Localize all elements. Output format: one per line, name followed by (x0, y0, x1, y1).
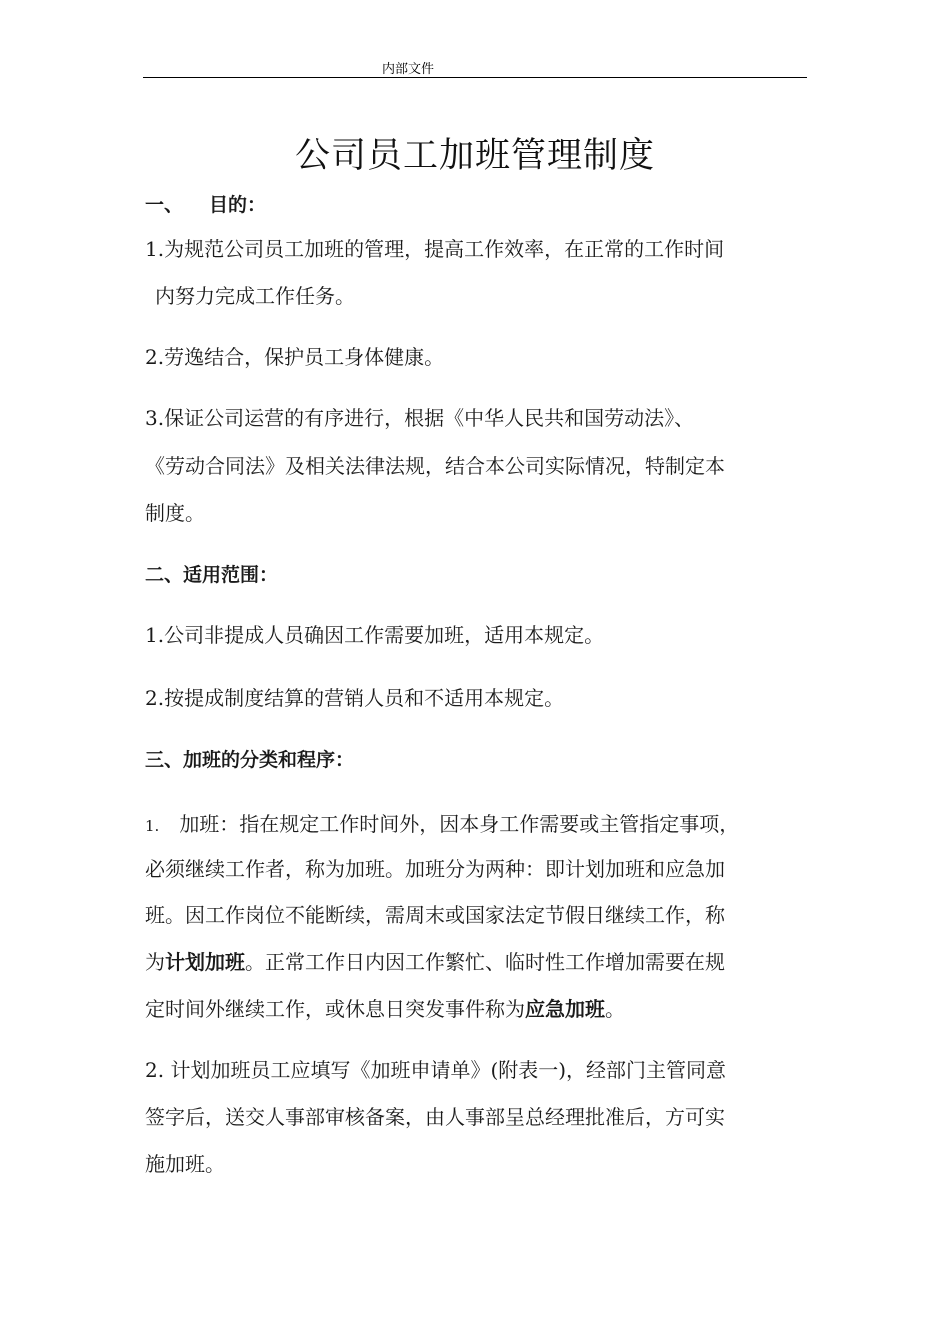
section1-item1-line1: 1.为规范公司员工加班的管理，提高工作效率，在正常的工作时间 (145, 237, 725, 261)
section3-item1-line5-post: 。 (605, 997, 625, 1021)
emergency-overtime-term: 应急加班 (525, 997, 605, 1021)
section3-item1-line4 (145, 948, 725, 976)
section3-item1-line5-pre: 定时间外继续工作，或休息日突发事件称为 (145, 997, 525, 1021)
section3-item1-line2: 必须继续工作者，称为加班。加班分为两种：即计划加班和应急加 (145, 857, 725, 881)
section3-item2-line2: 签字后，送交人事部审核备案，由人事部呈总经理批准后，方可实 (145, 1105, 725, 1129)
section1-item3-line3: 制度。 (145, 501, 205, 525)
section1-item1-line2: 内努力完成工作任务。 (155, 284, 355, 308)
section3-heading: 三、加班的分类和程序： (145, 749, 355, 771)
section2-heading: 二、适用范围： (145, 564, 279, 586)
section3-item1-line3: 班。因工作岗位不能断续，需周末或国家法定节假日继续工作，称 (145, 903, 725, 927)
planned-overtime-term: 计划加班 (165, 950, 245, 974)
section3-item1-text: 加班：指在规定工作时间外，因本身工作需要或主管指定事项， (179, 812, 740, 836)
section3-item1-line4-post: 。正常工作日内因工作繁忙、临时性工作增加需要在规 (245, 950, 725, 974)
section1-heading (145, 191, 266, 219)
section2-item1: 1.公司非提成人员确因工作需要加班，适用本规定。 (145, 623, 605, 647)
section3-item2-line3: 施加班。 (145, 1152, 225, 1176)
document-title: 公司员工加班管理制度 (294, 136, 655, 176)
section3-item1-line5 (145, 995, 625, 1023)
section1-item3-line2: 《劳动合同法》及相关法律法规，结合本公司实际情况，特制定本 (145, 454, 725, 478)
section1-heading-number: 一、 (145, 194, 184, 216)
section1-item2: 2.劳逸结合，保护员工身体健康。 (145, 345, 445, 369)
section3-item1-number: 1. (145, 817, 160, 835)
section1-item3-line1: 3.保证公司运营的有序进行，根据《中华人民共和国劳动法》、 (145, 406, 695, 430)
section3-item1-line4-pre: 为 (145, 950, 165, 974)
header-divider (143, 77, 807, 78)
section1-heading-text: 目的： (209, 194, 267, 216)
section2-item2: 2.按提成制度结算的营销人员和不适用本规定。 (145, 686, 565, 710)
section3-item2-line1: 2. 计划加班员工应填写《加班申请单》(附表一)，经部门主管同意 (145, 1058, 727, 1082)
section3-item1-line1 (145, 810, 739, 840)
header-label: 内部文件 (382, 62, 435, 77)
